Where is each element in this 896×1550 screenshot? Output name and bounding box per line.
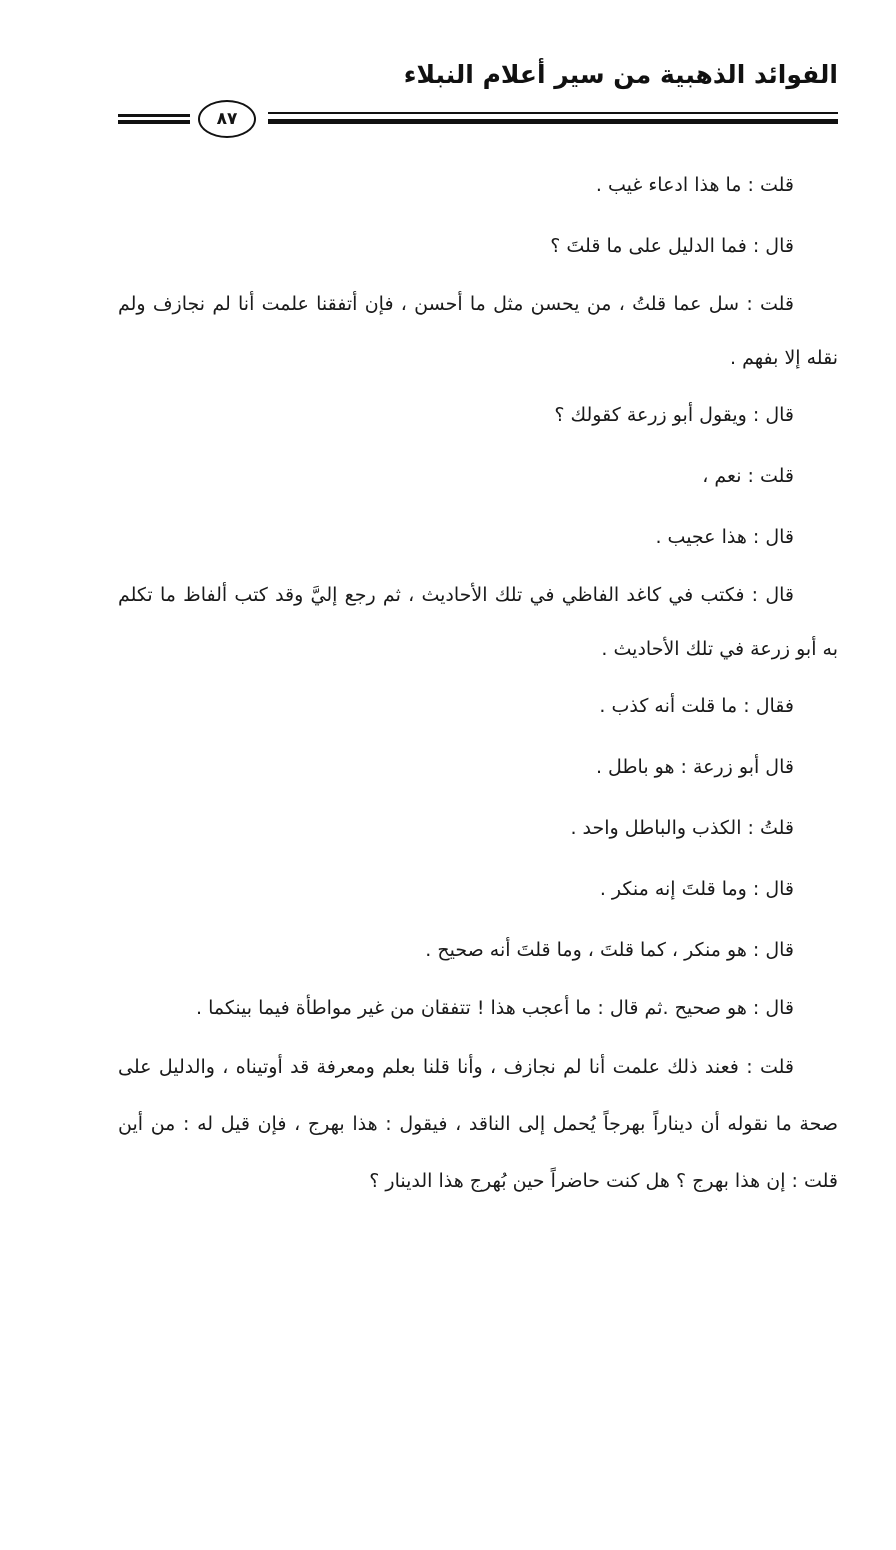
paragraph: قلت : فعند ذلك علمت أنا لم نجازف ، وأنا قلنا بعلم ومعرفة قد أوتيناه ، والدليل على صحة ما نقوله أن ديناراً بهرجاً يُحمل إلى الناقد ، فيقول : هذا بهرج ، فإن قيل له : من أين قلت : إن هذا بهرج ؟ هل كنت حاضراً حين بُهرج هذا الدينار ؟: [118, 1056, 838, 1192]
paragraph: قال : هو منكر ، كما قلتَ ، وما قلتَ أنه صحيح .: [425, 939, 794, 961]
paragraph: قلت : ما هذا ادعاء غيب .: [595, 174, 794, 196]
rule-line: [118, 120, 190, 124]
paragraph: قال : فكتب في كاغد الفاظي في تلك الأحاديث ، ثم رجع إليَّ وقد كتب ألفاظ ما تكلم به أبو زرعة في تلك الأحاديث .: [118, 584, 838, 660]
paragraph: قلت : سل عما قلتُ ، من يحسن مثل ما أحسن ، فإن أتفقنا علمت أنا لم نجازف ولم نقله إلا بفهم .: [118, 293, 838, 369]
paragraph: قلتُ : الكذب والباطل واحد .: [570, 817, 794, 839]
body-text: [118, 155, 838, 1210]
paragraph: قال : ويقول أبو زرعة كقولك ؟: [554, 404, 794, 426]
paragraph: قال أبو زرعة : هو باطل .: [595, 756, 794, 778]
paragraph: قال : هذا عجيب .: [655, 526, 794, 548]
rule-line: [268, 112, 838, 114]
paragraph: قال : فما الدليل على ما قلتَ ؟: [550, 235, 794, 257]
paragraph: قلت : نعم ،: [702, 465, 794, 487]
paragraph: قال : هو صحيح .ثم قال : ما أعجب هذا ! تتفقان من غير مواطأة فيما بينكما .: [196, 997, 794, 1019]
rule-line: [118, 114, 190, 117]
paragraph: قال : وما قلتَ إنه منكر .: [599, 878, 794, 900]
paragraph: فقال : ما قلت أنه كذب .: [599, 695, 794, 717]
rule-line: [268, 119, 838, 124]
page-number: ٨٧: [198, 100, 256, 138]
header-rule: [118, 100, 838, 140]
running-title: الفوائد الذهبية من سير أعلام النبلاء: [403, 60, 838, 89]
